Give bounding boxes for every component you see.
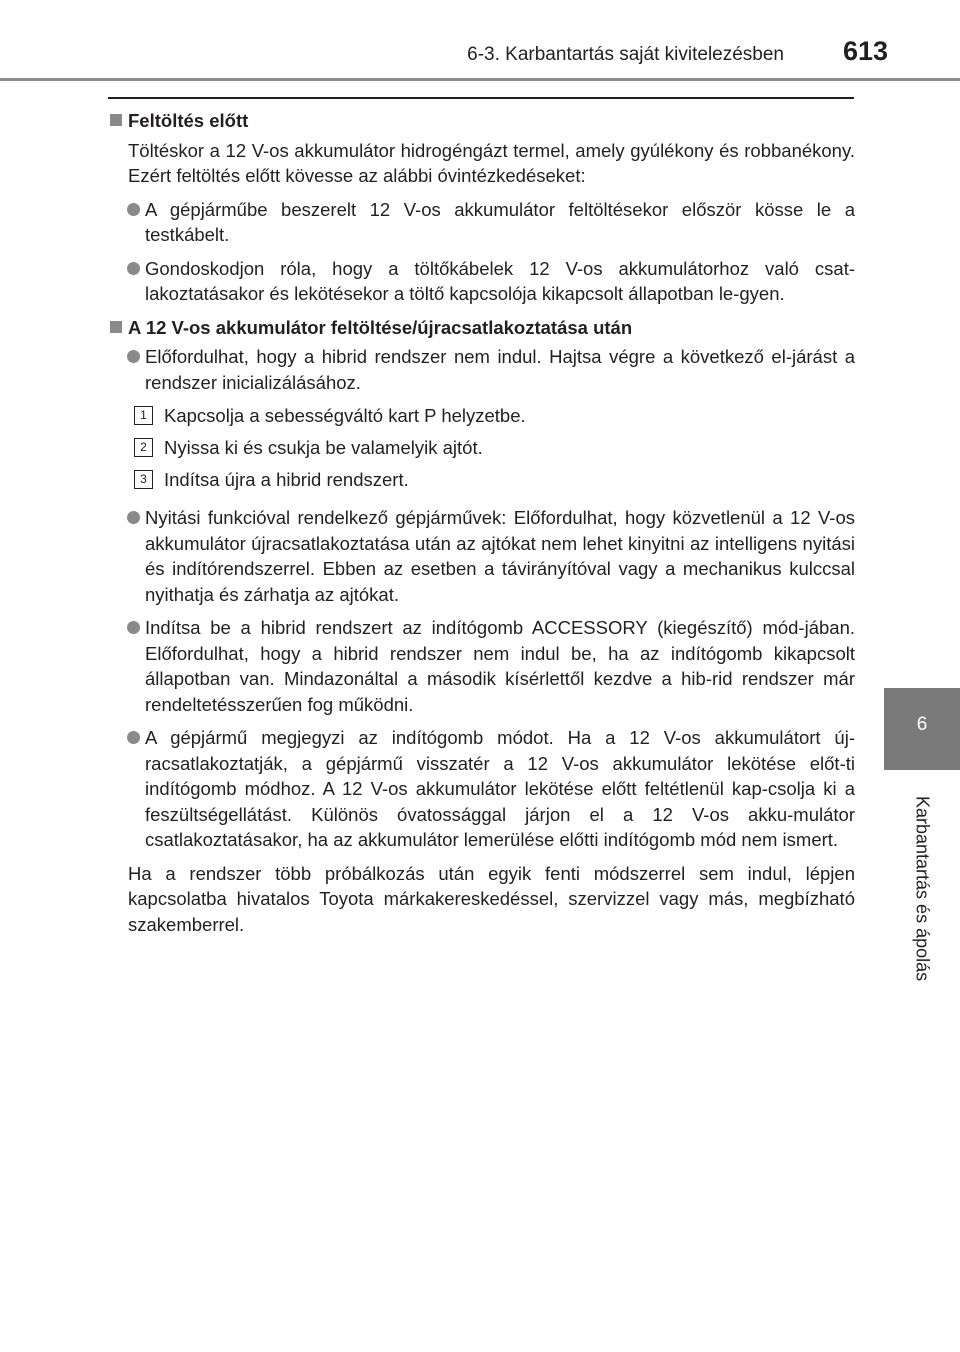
page-header	[0, 0, 960, 80]
bullet-item	[110, 256, 855, 307]
step-text: Kapcsolja a sebességváltó kart P helyzetbe.	[164, 405, 526, 426]
bullet-dot-icon	[127, 511, 140, 524]
step-item	[110, 403, 855, 435]
bullet-item	[110, 197, 855, 248]
page-content	[110, 108, 855, 945]
section-heading	[110, 315, 855, 341]
section-heading	[110, 108, 855, 134]
bullet-text: A gépjármű megjegyzi az indítógomb módot. Ha a 12 V-os akkumulátort új-racsatlakoztatják, a gépjármű visszatér a 12 V-os akkumulátor lekötése előt-ti indítógomb módhoz. A 12 V-os akkumulátor lekötése előtt feltétlenül kap-csolja ki a feszültségellátást. Különös óvatossággal járjon el a 12 V-os akku-mulátor csatlakoztatásakor, ha az akkumulátor lemerülése előtti indítógomb mód nem ismert.	[145, 727, 855, 850]
bullet-text: Nyitási funkcióval rendelkező gépjárművek: Előfordulhat, hogy közvetlenül a 12 V-os akkumulátor újracsatlakoztatása után az ajtókat nem lehet kinyitni az intelligens nyitási és indítórendszerrel. Ebben az esetben a távirányítóval vagy a mechanikus kulccsal nyithatja és zárhatja az ajtókat.	[145, 507, 855, 605]
chapter-label: Karbantartás és ápolás	[912, 796, 933, 982]
step-text: Nyissa ki és csukja be valamelyik ajtót.	[164, 437, 483, 458]
bullet-dot-icon	[127, 731, 140, 744]
bullet-dot-icon	[127, 262, 140, 275]
header-rule	[0, 78, 960, 81]
section-heading-text: A 12 V-os akkumulátor feltöltése/újracsatlakoztatása után	[128, 316, 633, 338]
section-heading-text: Feltöltés előtt	[128, 110, 249, 131]
step-number: 2	[134, 438, 153, 457]
bullet-item	[110, 344, 855, 395]
bullet-dot-icon	[127, 621, 140, 634]
chapter-tab	[884, 688, 960, 770]
step-item	[110, 435, 855, 467]
bullet-dot-icon	[127, 350, 140, 363]
bullet-dot-icon	[127, 203, 140, 216]
bullet-item	[110, 725, 855, 853]
step-item	[110, 467, 855, 499]
bullet-text: Előfordulhat, hogy a hibrid rendszer nem indul. Hajtsa végre a következő el-járást a rendszer inicializálásához.	[145, 346, 855, 393]
square-marker-icon	[110, 114, 122, 126]
bullet-item	[110, 505, 855, 607]
bullet-text: A gépjárműbe beszerelt 12 V-os akkumulátor feltöltésekor először kösse le a testkábelt.	[145, 198, 855, 245]
chapter-label-wrap	[897, 796, 947, 996]
paragraph: Töltéskor a 12 V-os akkumulátor hidrogéngázt termel, amely gyúlékony és robbanékony. Ezért feltöltés előtt kövesse az alábbi óvintézkedéseket:	[128, 139, 855, 186]
bullet-text: Indítsa be a hibrid rendszert az indítógomb ACCESSORY (kiegészítő) mód-jában. Előfordulhat, hogy a hibrid rendszer nem indul be, ha az indítógomb kikapcsolt állapotban van. Mindazonáltal a második kísérlettől kezdve a hib-rid rendszer már rendeltetésszerűen fog működni.	[145, 617, 855, 715]
step-number: 1	[134, 406, 153, 425]
bullet-text: Gondoskodjon róla, hogy a töltőkábelek 12 V-os akkumulátorhoz való csat-lakoztatásakor és lekötésekor a töltő kapcsolója kikapcsolt állapotban le-gyen.	[145, 257, 855, 304]
step-text: Indítsa újra a hibrid rendszert.	[164, 469, 409, 490]
step-number: 3	[134, 470, 153, 489]
page-number: 613	[842, 36, 888, 66]
closing-paragraph: Ha a rendszer több próbálkozás után egyik fenti módszerrel sem indul, lépjen kapcsolatba hivatalos Toyota márkakereskedéssel, szervizzel vagy más, megbízható szakemberrel.	[128, 862, 855, 935]
square-marker-icon	[110, 321, 122, 333]
section-title: 6-3. Karbantartás saját kivitelezésben	[467, 44, 784, 65]
content-divider	[108, 97, 854, 99]
bullet-item	[110, 615, 855, 717]
chapter-number: 6	[916, 714, 928, 735]
